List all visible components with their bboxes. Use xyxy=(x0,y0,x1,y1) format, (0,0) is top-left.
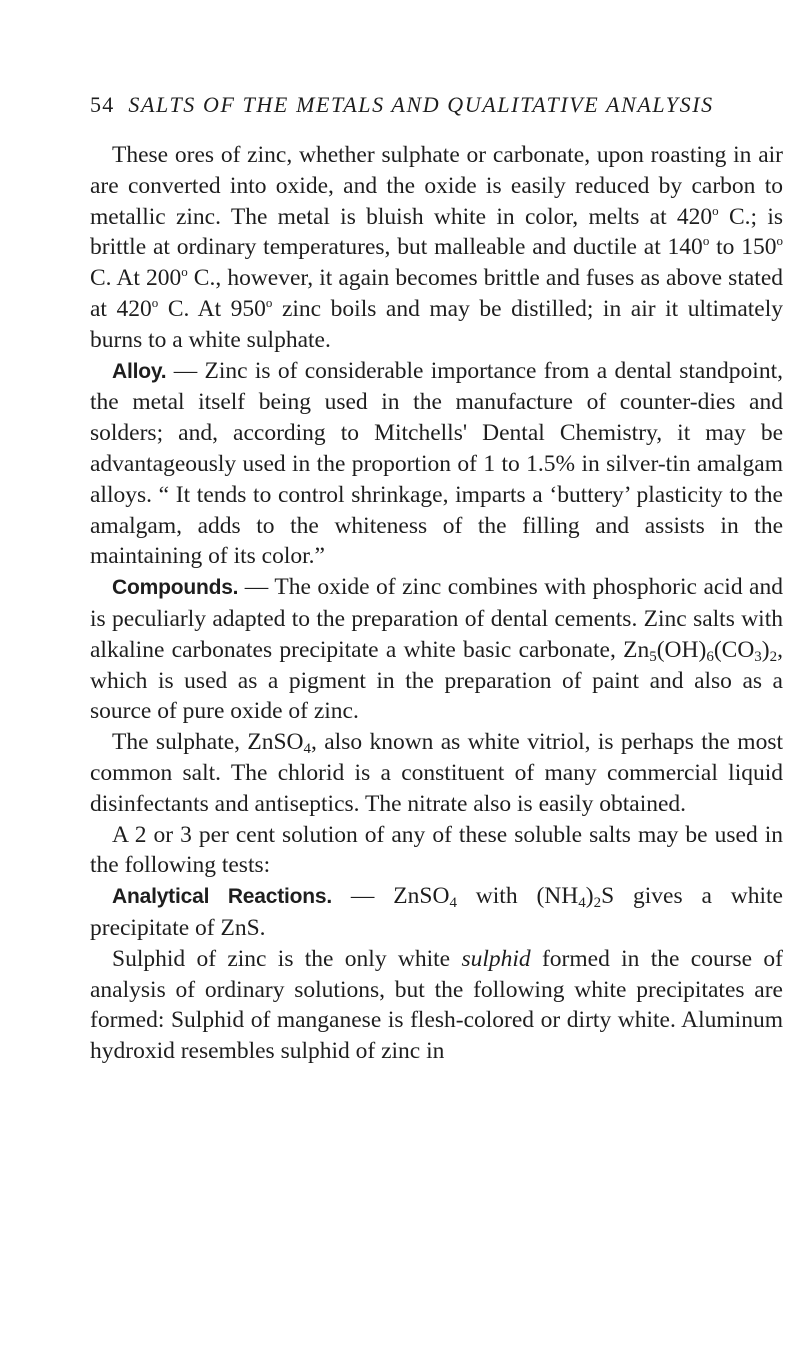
degree-sign: o xyxy=(712,202,719,218)
running-title: SALTS OF THE METALS AND QUALITATIVE ANALYSIS xyxy=(128,92,714,117)
paragraph-alloy: Alloy. — Zinc is of considerable importance from a dental standpoint, the metal itself being used in the manufacture of counter-dies and solders; and, according to Mitchells' Dental Chemistry, it may be advantageously used in the proportion of 1 to 1.5% in silver-tin amalgam alloys. “ It tends to control shrinkage, imparts a ‘buttery’ plasticity to the amalgam, adds to the whiteness of the filling and assists in the maintaining of its color.” xyxy=(90,357,783,570)
page-number: 54 xyxy=(90,92,115,117)
degree-sign: o xyxy=(776,233,783,249)
body-text xyxy=(90,140,783,1067)
section-heading-analytical-reactions: Analytical Reactions. xyxy=(112,885,333,909)
running-header xyxy=(90,92,790,118)
degree-sign: o xyxy=(181,264,188,280)
paragraph-compounds: Compounds. — The oxide of zinc combines with phosphoric acid and is peculiarly adapted to the preparation of dental cements. Zinc salts with alkaline carbonates precipitate a white basic carbonate, $Zn_5(OH)_6(CO_3)_2$, which is used as a pigment in the preparation of paint and also as a source of pure oxide of zinc. xyxy=(90,574,783,725)
section-heading-alloy: Alloy. xyxy=(112,359,167,383)
section-heading-compounds: Compounds. xyxy=(112,576,239,600)
emphasis-sulphid: sulphid xyxy=(461,945,531,972)
paragraph-sulphid: Sulphid of zinc is the only white sulphid formed in the course of analysis of ordinary solutions, but the following white precipitates are formed: Sulphid of manganese is flesh-colored or dirty white. Aluminum hydroxid resembles sulphid of zinc in xyxy=(90,945,783,1065)
paragraph-analytical-reactions: Analytical Reactions. — ZnSO$_4$ with $(NH_4)_2S$ gives a white precipitate of ZnS. xyxy=(90,883,783,941)
paragraph-zinc-ores: These ores of zinc, whether sulphate or carbonate, upon roasting in air are converted into oxide, and the oxide is easily reduced by carbon to metallic zinc. The metal is bluish white in color, melts at 420$^o$ C.; is brittle at ordinary temperatures, but malleable and ductile at 140$^o$ to 150$^o$ C. At 200$^o$ C., however, it again becomes brittle and fuses as above stated at 420$^o$ C. At 950$^o$ zinc boils and may be distilled; in air it ultimately burns to a white sulphate. xyxy=(90,142,784,353)
degree-sign: o xyxy=(151,294,159,310)
degree-sign: o xyxy=(265,294,273,310)
paragraph-solution: A 2 or 3 per cent solution of any of these soluble salts may be used in the following tests: xyxy=(90,821,783,879)
paragraph-sulphate: The sulphate, ZnSO$_4$, also known as white vitriol, is perhaps the most common salt. The chlorid is a constituent of many commercial liquid disinfectants and antiseptics. The nitrate also is easily obtained. xyxy=(90,729,783,817)
degree-sign: o xyxy=(702,233,710,249)
